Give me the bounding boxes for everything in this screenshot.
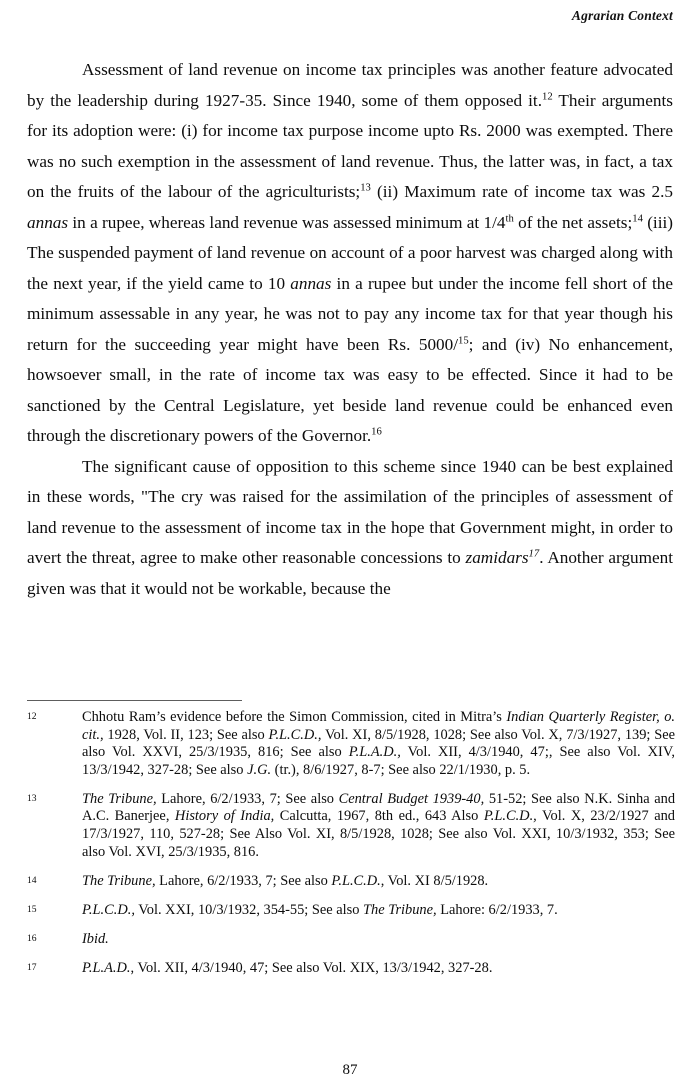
text-run: Calcutta, 1967, 8th ed., 643 Also — [274, 808, 484, 825]
text-run: Lahore: 6/2/1933, 7. — [436, 901, 558, 918]
footnote-number: 16 — [27, 932, 37, 944]
page-number: 87 — [342, 1062, 358, 1075]
footnote-reference: 15 — [458, 334, 469, 346]
italic-run: P.L.C.D., — [483, 808, 537, 825]
footnote-reference: th — [505, 212, 514, 224]
text-run: . Another argument given was that it would not be workable, because the — [27, 548, 673, 598]
footnote-number: 12 — [27, 711, 37, 722]
italic-run: P.L.C.D., — [268, 726, 322, 743]
footnote-reference: 12 — [542, 90, 553, 102]
footnote-text — [82, 709, 675, 779]
footnote-text — [82, 931, 675, 949]
text-run: Chhotu Ram’s evidence before the Simon Commission, cited in Mitra’s — [82, 709, 507, 725]
italic-run: The Tribune, — [82, 872, 156, 889]
text-run: Assessment of land revenue on income tax principles was another feature advocated by the leadership during 1927-35. Since 1940, some of them opposed it. — [27, 60, 673, 110]
italic-run: Indian Quarterly Register, o. cit., — [82, 709, 675, 743]
footnote-entry — [27, 873, 675, 891]
footnote-entry — [27, 902, 675, 920]
text-run: The significant cause of opposition to this scheme since 1940 can be best explained in these words, "The cry was raised for the assimilation of the principles of assessment of land revenue to the assessment of income tax in the hope that Government might, in order to avert the threat, agree to make other reasonable concessions to — [27, 456, 673, 567]
footnote-text — [82, 791, 675, 861]
text-run: Their arguments for its adoption were: (i) for income tax purpose income upto Rs. 2000 was exempted. There was no such exemption in the assessment of land revenue. Thus, the latter was, in fact, a tax on the fruits of the labour of the agriculturists; — [27, 90, 673, 201]
italic-run: Central Budget 1939-40, — [338, 790, 485, 807]
text-run: Lahore, 6/2/1933, 7; See also — [155, 872, 332, 889]
footnote-number: 15 — [27, 903, 37, 915]
footnote-separator-rule — [27, 700, 242, 701]
italic-run: J.G. — [247, 761, 272, 778]
footnote-text — [82, 873, 675, 891]
italic-run: P.L.A.D. — [82, 960, 131, 977]
italic-run: History of India, — [174, 808, 275, 825]
text-run: in a rupee but under the income fell short of the minimum assessable in any year, he was not to pay any income tax for that year though his return for the succeeding year might have been Rs. 5000/ — [27, 273, 673, 354]
italic-run: The Tribune, — [82, 790, 157, 807]
text-run: (iii) The suspended payment of land revenue on account of a poor harvest was charged along with the next year, if the yield came to 10 — [27, 212, 673, 293]
footnote-reference: 14 — [632, 212, 643, 224]
italic-run: The Tribune, — [363, 901, 437, 918]
text-run: 51-52; See also N.K. Sinha and A.C. Banerjee, — [82, 790, 676, 825]
footnote-list — [27, 709, 675, 978]
footnote-reference: 16 — [371, 426, 382, 438]
para-opposition — [27, 452, 673, 605]
footnote-text — [82, 960, 675, 978]
text-run: in a rupee, whereas land revenue was assessed minimum at 1/4 — [68, 212, 506, 232]
footnote-reference: 13 — [360, 182, 371, 194]
text-run: Vol. XI, 8/5/1928, 1028; See also Vol. X, 7/3/1927, 139; See also Vol. XXVI, 25/3/1935, 816; See also — [82, 726, 675, 761]
italic-run: Ibid. — [82, 930, 109, 947]
text-run: of the net assets; — [513, 212, 633, 232]
footnote-entry — [27, 709, 675, 779]
footnote-entry — [27, 931, 675, 949]
text-run: (tr.), 8/6/1927, 8-7; See also 22/1/1930, p. 5. — [271, 761, 531, 778]
italic-run: P.L.C.D., — [82, 901, 135, 918]
text-run: (ii) Maximum rate of income tax was 2.5 — [370, 182, 673, 201]
footnote-reference: 17 — [528, 548, 540, 560]
text-run: , Vol. XI 8/5/1928. — [380, 872, 489, 889]
footnote-entry — [27, 960, 675, 978]
running-header: Agrarian Context — [571, 8, 673, 23]
para-assessment — [27, 55, 673, 452]
footnote-entry — [27, 791, 675, 861]
italic-run: annas — [27, 212, 69, 232]
text-run: , Vol. XII, 4/3/1940, 47; See also Vol. XIX, 13/3/1942, 327-28. — [130, 960, 493, 977]
footnote-number: 14 — [27, 874, 37, 886]
text-run: ; and (iv) No enhancement, howsoever small, in the rate of income tax was easy to be effected. Since it had to be sanctioned by the Central Legislature, yet beside land revenue could be enhanced even through the discretionary powers of the Governor. — [27, 334, 674, 445]
text-run: Lahore, 6/2/1933, 7; See also — [156, 790, 339, 807]
footnote-text — [82, 902, 675, 920]
italic-run: zamidars — [465, 548, 529, 567]
italic-run: P.L.C.D. — [331, 872, 381, 889]
body-text-block — [27, 55, 673, 604]
text-run: Vol. XXI, 10/3/1932, 354-55; See also — [134, 901, 364, 918]
text-run: Vol. XII, 4/3/1940, 47;, See also Vol. XIV, 13/3/1942, 327-28; See also — [82, 744, 675, 778]
footnote-number: 17 — [27, 962, 37, 974]
text-run: 1928, Vol. II, 123; See also — [103, 726, 269, 743]
footnote-number: 13 — [27, 792, 37, 804]
italic-run: P.L.A.D., — [348, 744, 401, 761]
italic-run: annas — [290, 273, 332, 293]
text-run: Vol. X, 23/2/1927 and 17/3/1927, 110, 527-28; See Also Vol. XI, 8/5/1928, 1028; See also Vol. XXI, 10/3/1932, 353; See also Vol. XVI, 25/3/1935, 816. — [82, 808, 675, 860]
